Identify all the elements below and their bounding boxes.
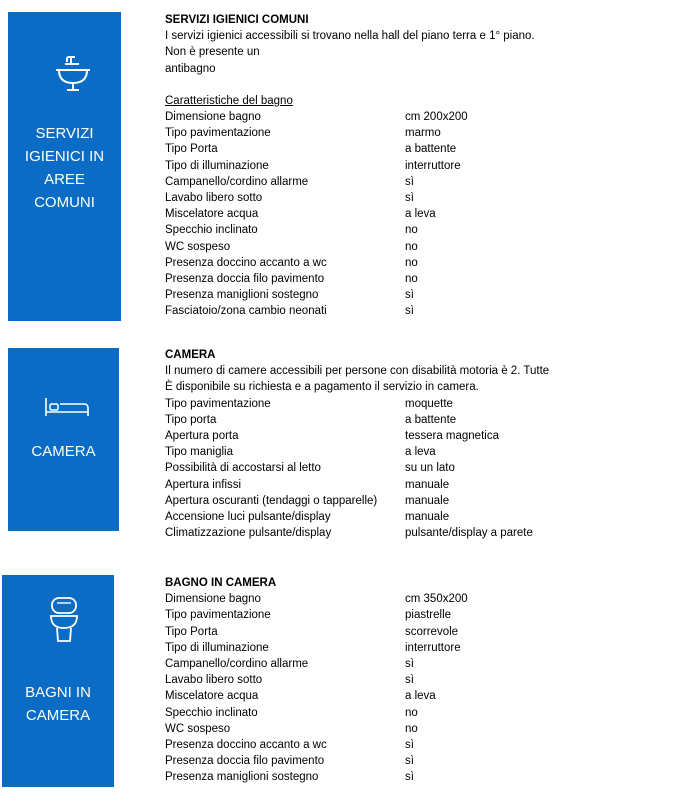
sink-icon bbox=[53, 56, 93, 92]
spec-row bbox=[165, 255, 535, 271]
spec-value: no bbox=[405, 722, 418, 735]
spec-label: Presenza doccia filo pavimento bbox=[165, 273, 325, 286]
spec-row bbox=[165, 509, 549, 525]
subheading: Caratteristiche del bagno bbox=[165, 94, 293, 107]
spec-row bbox=[165, 125, 535, 141]
spec-value: a leva bbox=[405, 690, 436, 703]
spec-label: Lavabo libero sotto bbox=[165, 192, 263, 205]
room-bathroom-content bbox=[165, 575, 468, 786]
spec-value: sì bbox=[405, 289, 414, 302]
spec-row bbox=[165, 591, 468, 607]
spec-row bbox=[165, 303, 535, 319]
spec-value: tessera magnetica bbox=[405, 430, 499, 443]
spec-value: manuale bbox=[405, 478, 450, 491]
spec-label: Presenza doccino accanto a wc bbox=[165, 256, 327, 269]
spec-row bbox=[165, 222, 535, 238]
spec-row bbox=[165, 705, 468, 721]
intro-line: Non è presente un bbox=[165, 46, 260, 59]
spec-row bbox=[165, 769, 468, 785]
spec-value: marmo bbox=[405, 127, 441, 140]
spec-label: Presenza doccia filo pavimento bbox=[165, 755, 325, 768]
section-title: CAMERA bbox=[165, 349, 216, 361]
panel-label: SERVIZI IGIENICI IN AREE COMUNI bbox=[24, 125, 105, 211]
spec-row bbox=[165, 109, 535, 125]
spec-label: Tipo pavimentazione bbox=[165, 609, 271, 622]
spec-value: manuale bbox=[405, 494, 450, 507]
intro-line: antibagno bbox=[165, 62, 216, 75]
spec-label: Presenza doccino accanto a wc bbox=[165, 739, 327, 752]
spec-label: Climatizzazione pulsante/display bbox=[165, 527, 332, 540]
common-restrooms-panel bbox=[8, 12, 121, 321]
spec-label: Campanello/cordino allarme bbox=[165, 658, 309, 671]
spec-label: Fasciatoio/zona cambio neonati bbox=[165, 305, 327, 318]
spec-value: sì bbox=[405, 192, 414, 205]
spec-row bbox=[165, 396, 549, 412]
spec-value: a leva bbox=[405, 208, 436, 221]
spec-value: no bbox=[405, 256, 418, 269]
spec-row bbox=[165, 174, 535, 190]
spec-row bbox=[165, 287, 535, 303]
spec-label: Dimensione bagno bbox=[165, 593, 261, 606]
spec-row bbox=[165, 493, 549, 509]
spec-row bbox=[165, 525, 549, 541]
spec-label: WC sospeso bbox=[165, 722, 231, 735]
spec-value: pulsante/display a parete bbox=[405, 527, 533, 540]
spec-value: no bbox=[405, 273, 418, 286]
spec-row bbox=[165, 624, 468, 640]
spec-row bbox=[165, 206, 535, 222]
bed-icon bbox=[44, 396, 90, 418]
spec-row bbox=[165, 460, 549, 476]
spec-label: Miscelatore acqua bbox=[165, 208, 259, 221]
spec-value: no bbox=[405, 224, 418, 237]
spec-label: Apertura porta bbox=[165, 430, 239, 443]
spec-label: Apertura oscuranti (tendaggi o tapparelle) bbox=[165, 494, 378, 507]
spec-value: sì bbox=[405, 739, 414, 752]
spec-row bbox=[165, 737, 468, 753]
spec-value: sì bbox=[405, 175, 414, 188]
spec-label: Tipo porta bbox=[165, 413, 217, 426]
spec-value: sì bbox=[405, 755, 414, 768]
spec-label: Specchio inclinato bbox=[165, 706, 258, 719]
spec-label: Apertura infissi bbox=[165, 478, 242, 491]
section-title: SERVIZI IGIENICI COMUNI bbox=[165, 14, 309, 26]
spec-row bbox=[165, 672, 468, 688]
spec-row bbox=[165, 412, 549, 428]
spec-label: Tipo di illuminazione bbox=[165, 641, 269, 654]
spec-value: manuale bbox=[405, 511, 450, 524]
spec-label: WC sospeso bbox=[165, 240, 231, 253]
spec-value: a battente bbox=[405, 143, 457, 156]
spec-label: Tipo pavimentazione bbox=[165, 127, 271, 140]
spec-row bbox=[165, 239, 535, 255]
spec-row bbox=[165, 721, 468, 737]
spec-label: Specchio inclinato bbox=[165, 224, 258, 237]
spec-label: Tipo di illuminazione bbox=[165, 159, 269, 172]
spec-value: cm 350x200 bbox=[405, 593, 468, 606]
spec-value: no bbox=[405, 706, 418, 719]
spec-row bbox=[165, 688, 468, 704]
intro-line: È disponibile su richiesta e a pagamento il servizio in camera. bbox=[165, 381, 479, 394]
spec-label: Possibilità di accostarsi al letto bbox=[165, 462, 321, 475]
room-content bbox=[165, 347, 549, 541]
spec-row bbox=[165, 158, 535, 174]
spec-row bbox=[165, 444, 549, 460]
spec-row bbox=[165, 271, 535, 287]
toilet-icon bbox=[49, 597, 79, 643]
spec-value: moquette bbox=[405, 397, 453, 410]
spec-label: Lavabo libero sotto bbox=[165, 674, 263, 687]
intro-line: Il numero di camere accessibili per persone con disabilità motoria è 2. Tutte bbox=[165, 365, 550, 378]
spec-label: Tipo maniglia bbox=[165, 446, 233, 459]
spec-row bbox=[165, 477, 549, 493]
spec-label: Tipo Porta bbox=[165, 625, 218, 638]
spec-value: cm 200x200 bbox=[405, 111, 468, 124]
room-bathroom-panel bbox=[2, 575, 114, 787]
panel-label: CAMERA bbox=[31, 443, 96, 460]
spec-row bbox=[165, 607, 468, 623]
spec-value: piastrelle bbox=[405, 609, 452, 622]
spec-value: scorrevole bbox=[405, 625, 459, 638]
room-panel bbox=[8, 348, 119, 531]
panel-label: BAGNI IN CAMERA bbox=[25, 684, 91, 724]
spec-value: interruttore bbox=[405, 641, 461, 654]
spec-row bbox=[165, 428, 549, 444]
spec-label: Campanello/cordino allarme bbox=[165, 175, 309, 188]
spec-value: sì bbox=[405, 658, 414, 671]
spec-row bbox=[165, 640, 468, 656]
spec-label: Miscelatore acqua bbox=[165, 690, 259, 703]
spec-value: sì bbox=[405, 771, 414, 784]
spec-row bbox=[165, 190, 535, 206]
spec-value: interruttore bbox=[405, 159, 461, 172]
spec-row bbox=[165, 753, 468, 769]
spec-row bbox=[165, 656, 468, 672]
spec-label: Accensione luci pulsante/display bbox=[165, 511, 331, 524]
spec-label: Presenza maniglioni sostegno bbox=[165, 289, 319, 302]
common-restrooms-content bbox=[165, 12, 535, 320]
spec-label: Presenza maniglioni sostegno bbox=[165, 771, 319, 784]
spec-value: no bbox=[405, 240, 418, 253]
section-title: BAGNO IN CAMERA bbox=[165, 577, 277, 589]
spec-label: Dimensione bagno bbox=[165, 111, 261, 124]
spec-label: Tipo pavimentazione bbox=[165, 397, 271, 410]
spec-value: sì bbox=[405, 305, 414, 318]
spec-row bbox=[165, 141, 535, 157]
intro-line: I servizi igienici accessibili si trovano nella hall del piano terra e 1° piano. bbox=[165, 30, 535, 43]
spec-value: su un lato bbox=[405, 462, 455, 475]
spec-label: Tipo Porta bbox=[165, 143, 218, 156]
spec-value: a leva bbox=[405, 446, 436, 459]
spec-value: a battente bbox=[405, 413, 457, 426]
spec-value: sì bbox=[405, 674, 414, 687]
